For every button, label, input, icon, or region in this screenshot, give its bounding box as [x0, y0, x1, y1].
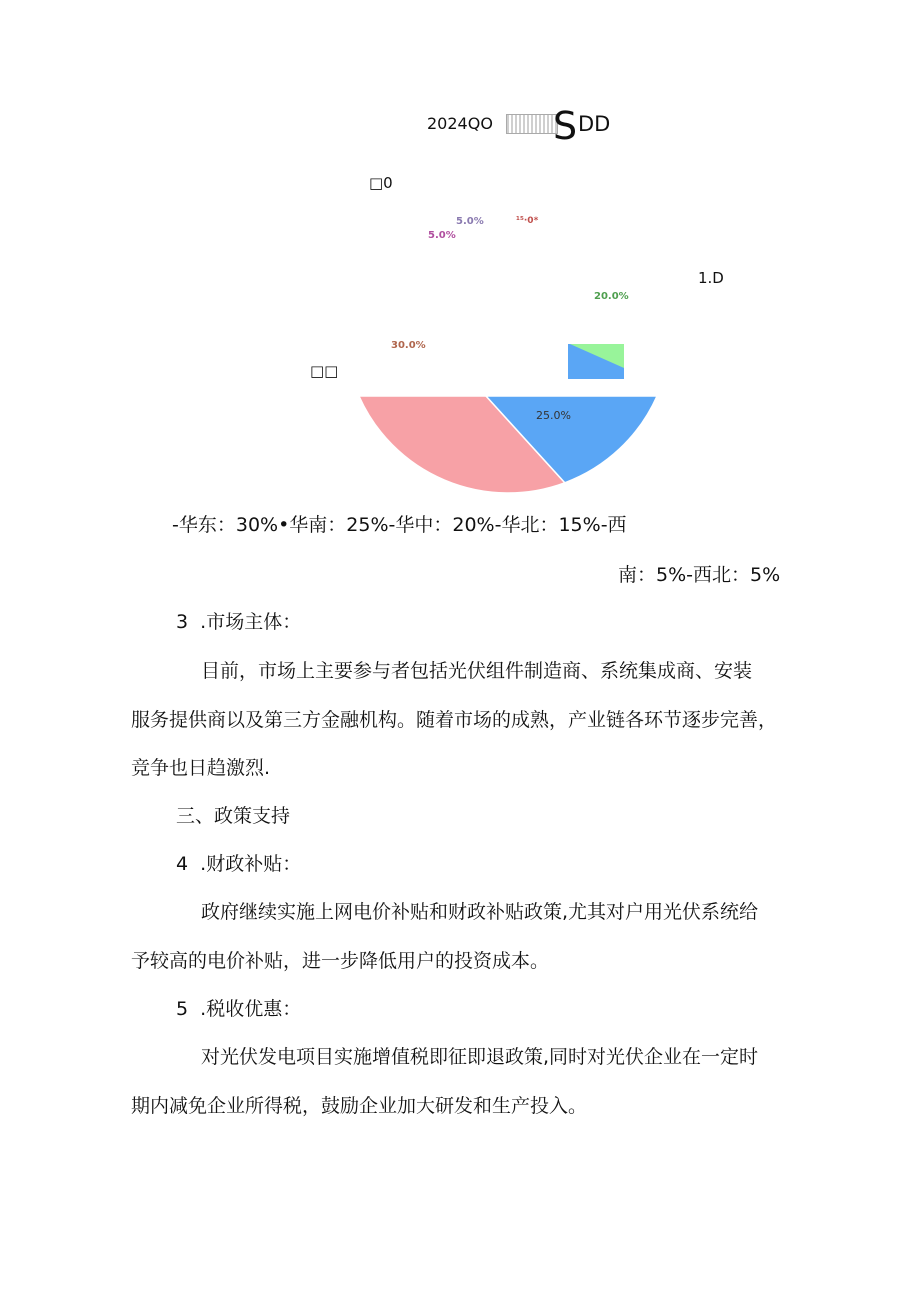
section-3-paragraph-line-3: 竞争也日趋激烈.	[131, 757, 271, 779]
chart-mark-left: □□	[310, 362, 339, 380]
slice-label-huabei: ¹⁵·0*	[516, 216, 539, 226]
slice-label-xinan: 5.0%	[456, 216, 484, 227]
slice-label-huadong: 30.0%	[391, 340, 426, 351]
chart-mark-right: 1.D	[698, 269, 724, 287]
slice-label-xibei: 5.0%	[428, 230, 456, 241]
chart-title-s: S	[553, 104, 578, 148]
section-3-heading: 3 .市场主体：	[176, 611, 302, 633]
slice-label-huanan: 25.0%	[536, 409, 571, 422]
section-4-paragraph-line-2: 予较高的电价补贴，进一步降低用户的投资成本。	[131, 950, 550, 972]
section-4-heading: 4 .财政补贴：	[176, 853, 302, 875]
section-5-paragraph-line-2: 期内减免企业所得税，鼓励企业加大研发和生产投入。	[131, 1095, 588, 1117]
slice-label-huazhong: 20.0%	[594, 291, 629, 302]
chapter-3-heading: 三、政策支持	[176, 805, 291, 827]
legend-line-2: 南：5%-西北：5%	[618, 564, 781, 586]
pie-chart	[0, 0, 920, 520]
section-4-paragraph-line-1: 政府继续实施上网电价补贴和财政补贴政策,尤其对户用光伏系统给	[201, 901, 759, 923]
section-3-paragraph-line-2: 服务提供商以及第三方金融机构。随着市场的成熟，产业链各环节逐步完善，	[131, 709, 778, 731]
section-3-paragraph-line-1: 目前，市场上主要参与者包括光伏组件制造商、系统集成商、安装	[201, 660, 753, 682]
section-5-paragraph-line-1: 对光伏发电项目实施增值税即征即退政策,同时对光伏企业在一定时	[201, 1046, 759, 1068]
legend-line-1: -华东：30%•华南：25%-华中：20%-华北：15%-西	[172, 514, 627, 536]
chart-title-year: 2024QO	[427, 114, 493, 133]
section-5-heading: 5 .税收优惠：	[176, 998, 302, 1020]
chart-mark-top: □0	[369, 174, 393, 192]
chart-title-dd: DD	[578, 112, 611, 136]
